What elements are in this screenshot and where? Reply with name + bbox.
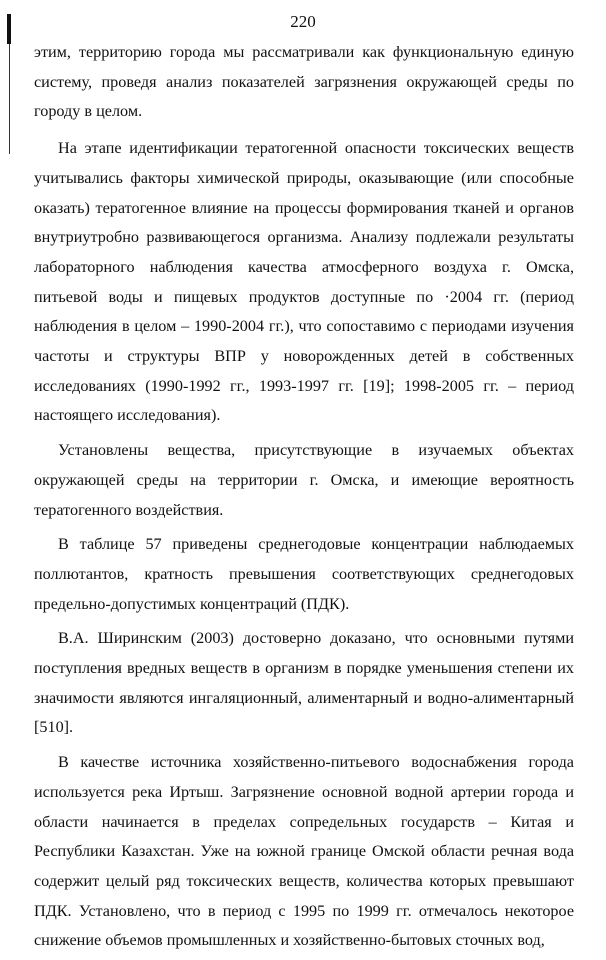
paragraph-substances-established: Установлены вещества, присутствующие в изучаемых объектах окружающей среды на территории г. Омска, и имеющие вероятность тератогенного воздействия. [34,441,574,519]
paragraph-irtysh-water: В качестве источника хозяйственно-питьевого водоснабжения города используется река Иртыш. Загрязнение основной водной артерии города и области начинается в пределах сопредельных государств – Китая и Республики Казахстан. Уже на южной границе Омской области речная вода содержит целый ряд токсических веществ, количества которых превышают ПДК. Установлено, что в период с 1995 по 1999 гг. отмечалось некоторое снижение объемов промышленных и хозяйственно-бытовых сточных вод, [34,753,574,950]
page-body [34,38,574,956]
paragraph-table-57: В таблице 57 приведены среднегодовые концентрации наблюдаемых поллютантов, кратность превышения соответствующих среднегодовых предельно-допустимых концентраций (ПДК). [34,535,574,613]
page-number: 220 [290,12,316,31]
scan-edge-line [9,44,10,154]
paragraph-teratogenic-identification: На этапе идентификации тератогенной опасности токсических веществ учитывались факторы химической природы, оказывающие (или способные оказать) тератогенное влияние на процессы формирования тканей и органов внутриутробно развивающегося организма. Анализу подлежали результаты лабораторного наблюдения качества атмосферного воздуха г. Омска, питьевой воды и пищевых продуктов доступные по ·2004 гг. (период наблюдения в целом – 1990-2004 гг.), что сопоставимо с периодами изучения частоты и структуры ВПР у новорожденных детей в собственных исследованиях (1990-1992 гг., 1993-1997 гг. [19]; 1998-2005 гг. – период настоящего исследования). [34,139,574,425]
paragraph-shirinsky: В.А. Ширинским (2003) достоверно доказано, что основными путями поступления вредных веществ в организм в порядке уменьшения степени их значимости являются ингаляционный, алиментарный и водно-алиментарный [510]. [34,629,574,737]
paragraph-continuation: этим, территорию города мы рассматривали как функциональную единую систему, проведя анализ показателей загрязнения окружающей среды по городу в целом. [34,43,574,121]
